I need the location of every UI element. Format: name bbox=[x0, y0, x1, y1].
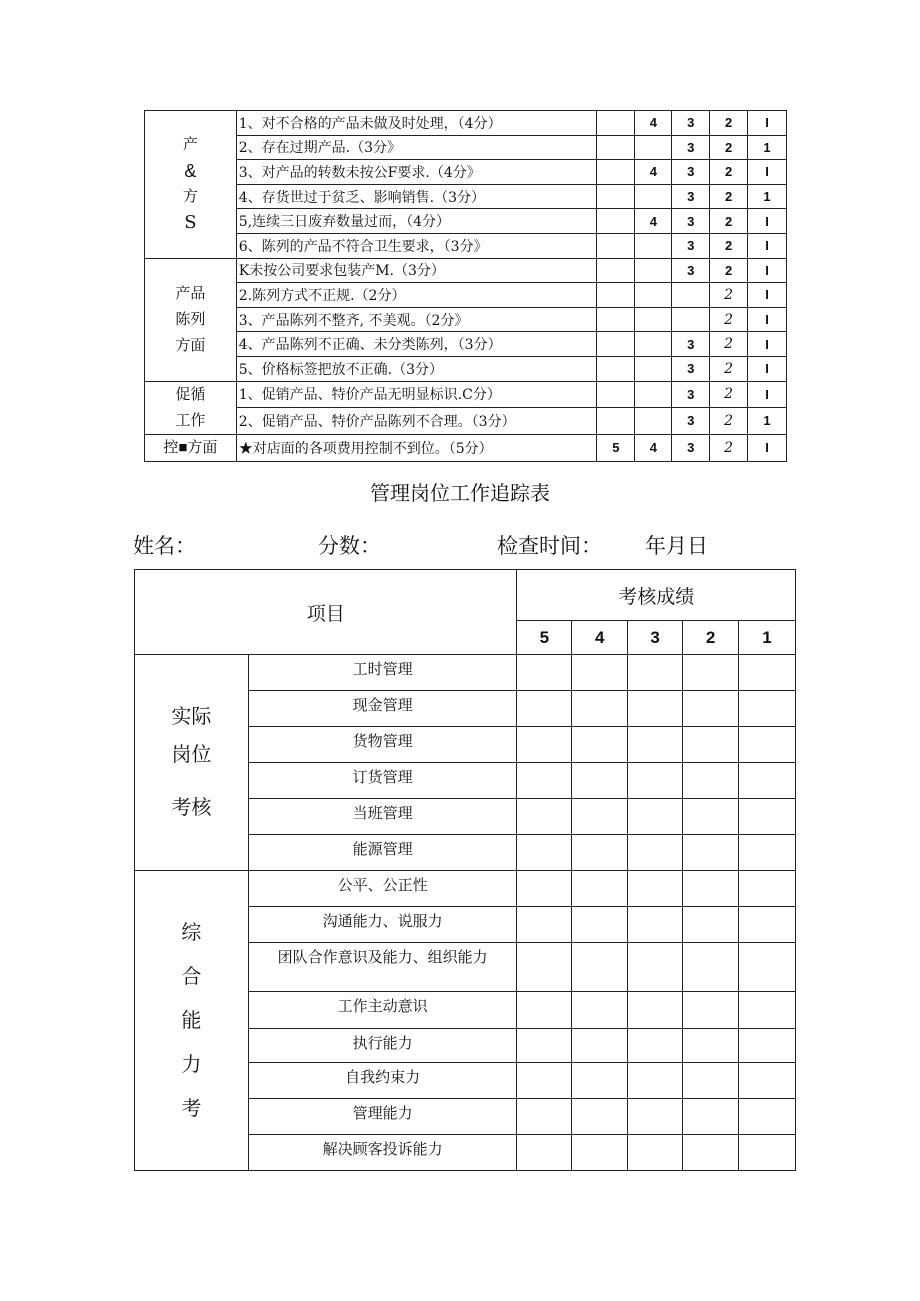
score-cell bbox=[597, 356, 635, 381]
eval-row bbox=[145, 356, 787, 381]
eval-row bbox=[145, 233, 787, 258]
category-label bbox=[145, 258, 237, 381]
tracking-item: 公平、公正性 bbox=[248, 871, 517, 907]
score-entry-cell[interactable] bbox=[628, 1099, 683, 1135]
score-cell: 3 bbox=[672, 408, 710, 435]
score-cell: 3 bbox=[672, 135, 710, 160]
category-label-line: 方面 bbox=[175, 336, 206, 354]
score-entry-cell[interactable] bbox=[683, 835, 739, 871]
score-entry-cell[interactable] bbox=[572, 907, 628, 943]
category-label bbox=[145, 111, 237, 259]
score-entry-cell[interactable] bbox=[517, 835, 572, 871]
score-cell bbox=[597, 135, 635, 160]
category-label-line: 工作 bbox=[175, 411, 206, 429]
group-label-line: 综 bbox=[181, 921, 202, 944]
score-cell: 2 bbox=[710, 356, 748, 381]
group-label bbox=[135, 655, 249, 871]
score-column-header: 5 bbox=[517, 621, 572, 655]
eval-item-text: 1、对不合格的产品未做及时处理，（4分） bbox=[236, 111, 597, 136]
score-cell bbox=[597, 381, 635, 408]
score-cell: 5 bbox=[597, 434, 635, 461]
group-label-line: 力 bbox=[181, 1053, 202, 1076]
score-cell: I bbox=[748, 332, 787, 357]
score-cell: 3 bbox=[672, 434, 710, 461]
eval-row bbox=[145, 332, 787, 357]
score-entry-cell[interactable] bbox=[572, 1063, 628, 1099]
tracking-row bbox=[135, 871, 796, 907]
score-cell: 2 bbox=[710, 283, 748, 308]
eval-item-text: 2.陈列方式不正规.（2分） bbox=[236, 283, 597, 308]
score-entry-cell[interactable] bbox=[739, 835, 796, 871]
score-entry-cell[interactable] bbox=[683, 1099, 739, 1135]
page-title: 管理岗位工作追踪表 bbox=[370, 483, 550, 505]
score-cell bbox=[597, 160, 635, 185]
name-label: 姓名： bbox=[133, 535, 196, 558]
score-cell bbox=[635, 408, 672, 435]
eval-row bbox=[145, 408, 787, 435]
tracking-row bbox=[135, 655, 796, 691]
score-entry-cell[interactable] bbox=[572, 1099, 628, 1135]
eval-row bbox=[145, 111, 787, 136]
score-cell bbox=[597, 233, 635, 258]
score-entry-cell[interactable] bbox=[739, 1063, 796, 1099]
score-cell: 4 bbox=[635, 160, 672, 185]
score-cell: I bbox=[748, 258, 787, 283]
score-entry-cell[interactable] bbox=[739, 1099, 796, 1135]
tracking-item: 团队合作意识及能力、组织能力 bbox=[248, 943, 517, 992]
score-cell: 1 bbox=[748, 135, 787, 160]
score-entry-cell[interactable] bbox=[517, 871, 572, 907]
score-cell bbox=[635, 258, 672, 283]
score-label: 分数： bbox=[318, 535, 381, 558]
score-entry-cell[interactable] bbox=[739, 727, 796, 763]
eval-row bbox=[145, 434, 787, 461]
score-entry-cell[interactable] bbox=[517, 907, 572, 943]
score-cell: 4 bbox=[635, 434, 672, 461]
score-cell: 3 bbox=[672, 381, 710, 408]
tracking-item: 货物管理 bbox=[248, 727, 517, 763]
score-entry-cell[interactable] bbox=[628, 907, 683, 943]
score-entry-cell[interactable] bbox=[517, 992, 572, 1029]
score-entry-cell[interactable] bbox=[739, 799, 796, 835]
score-cell bbox=[635, 356, 672, 381]
eval-row bbox=[145, 307, 787, 332]
score-cell bbox=[635, 283, 672, 308]
product-evaluation-table bbox=[144, 110, 787, 462]
score-cell: 2 bbox=[710, 160, 748, 185]
category-label-line: 陈列 bbox=[175, 310, 206, 328]
score-cell: 2 bbox=[710, 408, 748, 435]
score-cell: 2 bbox=[710, 233, 748, 258]
score-entry-cell[interactable] bbox=[683, 763, 739, 799]
score-cell: 2 bbox=[710, 434, 748, 461]
eval-row bbox=[145, 184, 787, 209]
tracking-item: 自我约束力 bbox=[248, 1063, 517, 1099]
score-entry-cell[interactable] bbox=[739, 907, 796, 943]
tracking-item: 沟通能力、说服力 bbox=[248, 907, 517, 943]
score-cell: 3 bbox=[672, 209, 710, 234]
score-entry-cell[interactable] bbox=[517, 1099, 572, 1135]
score-entry-cell[interactable] bbox=[517, 1063, 572, 1099]
score-cell bbox=[635, 381, 672, 408]
score-cell: 3 bbox=[672, 356, 710, 381]
eval-item-text: 6、陈列的产品不符合卫生要求，（3分》 bbox=[236, 233, 597, 258]
score-entry-cell[interactable] bbox=[572, 835, 628, 871]
score-entry-cell[interactable] bbox=[517, 1135, 572, 1171]
group-label-line: 合 bbox=[181, 965, 202, 988]
eval-row bbox=[145, 283, 787, 308]
score-entry-cell[interactable] bbox=[739, 655, 796, 691]
tracking-item: 解决顾客投诉能力 bbox=[248, 1135, 517, 1171]
eval-item-text: 1、促销产品、特价产品无明显标识.C分） bbox=[236, 381, 597, 408]
score-entry-cell[interactable] bbox=[683, 1063, 739, 1099]
category-label bbox=[145, 434, 237, 461]
score-cell: 2 bbox=[710, 184, 748, 209]
score-cell bbox=[635, 332, 672, 357]
score-cell: 3 bbox=[672, 184, 710, 209]
tracking-item: 订货管理 bbox=[248, 763, 517, 799]
score-cell: 3 bbox=[672, 111, 710, 136]
score-cell: 4 bbox=[635, 209, 672, 234]
category-label-line: 产品 bbox=[175, 284, 206, 302]
score-entry-cell[interactable] bbox=[739, 691, 796, 727]
eval-item-text: ★对店面的各项费用控制不到位。（5分） bbox=[236, 434, 597, 461]
score-cell: 2 bbox=[710, 381, 748, 408]
score-entry-cell[interactable] bbox=[628, 835, 683, 871]
tracking-item: 当班管理 bbox=[248, 799, 517, 835]
score-cell: I bbox=[748, 307, 787, 332]
score-entry-cell[interactable] bbox=[517, 943, 572, 992]
score-entry-cell[interactable] bbox=[628, 1029, 683, 1063]
category-label-line: 产 bbox=[182, 136, 198, 154]
score-entry-cell[interactable] bbox=[572, 871, 628, 907]
score-entry-cell[interactable] bbox=[572, 727, 628, 763]
score-cell: 2 bbox=[710, 209, 748, 234]
score-cell: I bbox=[748, 160, 787, 185]
score-entry-cell[interactable] bbox=[628, 799, 683, 835]
score-cell bbox=[635, 307, 672, 332]
group-label-line: 能 bbox=[181, 1009, 202, 1032]
eval-row bbox=[145, 209, 787, 234]
score-entry-cell[interactable] bbox=[683, 943, 739, 992]
group-label-line: 考核 bbox=[171, 797, 212, 819]
score-entry-cell[interactable] bbox=[572, 1029, 628, 1063]
score-entry-cell[interactable] bbox=[683, 1029, 739, 1063]
score-entry-cell[interactable] bbox=[739, 871, 796, 907]
category-label-line: S bbox=[184, 212, 197, 234]
eval-row bbox=[145, 381, 787, 408]
score-cell: I bbox=[748, 209, 787, 234]
score-entry-cell[interactable] bbox=[628, 1063, 683, 1099]
score-cell: 2 bbox=[710, 332, 748, 357]
eval-item-text: 4、产品陈列不正确、未分类陈列，（3分） bbox=[236, 332, 597, 357]
eval-row bbox=[145, 160, 787, 185]
score-entry-cell[interactable] bbox=[517, 1029, 572, 1063]
score-entry-cell[interactable] bbox=[572, 763, 628, 799]
tracking-item: 执行能力 bbox=[248, 1029, 517, 1063]
tracking-item: 管理能力 bbox=[248, 1099, 517, 1135]
category-label-line: & bbox=[184, 161, 197, 182]
score-entry-cell[interactable] bbox=[683, 992, 739, 1029]
score-cell bbox=[635, 135, 672, 160]
score-cell bbox=[635, 233, 672, 258]
tracking-item: 现金管理 bbox=[248, 691, 517, 727]
score-cell: I bbox=[748, 233, 787, 258]
score-entry-cell[interactable] bbox=[739, 763, 796, 799]
score-entry-cell[interactable] bbox=[739, 943, 796, 992]
score-entry-cell[interactable] bbox=[683, 691, 739, 727]
category-label-line: 控■方面 bbox=[163, 438, 218, 456]
group-label bbox=[135, 871, 249, 1171]
score-column-header: 3 bbox=[628, 621, 683, 655]
category-label-line: 方 bbox=[182, 188, 198, 206]
score-entry-cell[interactable] bbox=[628, 1135, 683, 1171]
score-entry-cell[interactable] bbox=[628, 992, 683, 1029]
score-entry-cell[interactable] bbox=[572, 799, 628, 835]
score-entry-cell[interactable] bbox=[517, 799, 572, 835]
tracking-item: 工时管理 bbox=[248, 655, 517, 691]
eval-item-text: 2、促销产品、特价产品陈列不合理。（3分） bbox=[236, 408, 597, 435]
score-column-header: 1 bbox=[739, 621, 796, 655]
category-label bbox=[145, 381, 237, 434]
score-entry-cell[interactable] bbox=[739, 992, 796, 1029]
score-cell: I bbox=[748, 381, 787, 408]
score-cell: 3 bbox=[672, 160, 710, 185]
score-cell: 2 bbox=[710, 111, 748, 136]
score-entry-cell[interactable] bbox=[628, 655, 683, 691]
group-label-line: 考 bbox=[181, 1097, 202, 1120]
eval-item-text: K未按公司要求包装产M.（3分） bbox=[236, 258, 597, 283]
score-entry-cell[interactable] bbox=[683, 1135, 739, 1171]
eval-item-text: 3、对产品的转数未按公F要求.（4分》 bbox=[236, 160, 597, 185]
score-cell: I bbox=[748, 283, 787, 308]
eval-item-text: 5,连续三日废弃数量过而，（4分） bbox=[236, 209, 597, 234]
eval-row bbox=[145, 258, 787, 283]
score-entry-cell[interactable] bbox=[683, 907, 739, 943]
score-cell: 1 bbox=[748, 184, 787, 209]
score-cell bbox=[672, 283, 710, 308]
score-cell: 2 bbox=[710, 258, 748, 283]
tracking-table bbox=[134, 569, 796, 1171]
score-cell bbox=[672, 307, 710, 332]
score-column-header: 2 bbox=[683, 621, 739, 655]
score-entry-cell[interactable] bbox=[683, 799, 739, 835]
score-entry-cell[interactable] bbox=[572, 691, 628, 727]
score-entry-cell[interactable] bbox=[517, 691, 572, 727]
score-cell: 2 bbox=[710, 307, 748, 332]
score-cell bbox=[597, 111, 635, 136]
score-entry-cell[interactable] bbox=[628, 727, 683, 763]
score-entry-cell[interactable] bbox=[517, 727, 572, 763]
score-column-header: 4 bbox=[572, 621, 628, 655]
score-entry-cell[interactable] bbox=[628, 943, 683, 992]
score-cell bbox=[597, 209, 635, 234]
score-entry-cell[interactable] bbox=[683, 871, 739, 907]
score-cell bbox=[597, 283, 635, 308]
tracking-item: 工作主动意识 bbox=[248, 992, 517, 1029]
score-cell bbox=[597, 307, 635, 332]
score-entry-cell[interactable] bbox=[739, 1135, 796, 1171]
group-label-line: 岗位 bbox=[171, 744, 212, 766]
score-cell bbox=[597, 258, 635, 283]
score-cell bbox=[597, 408, 635, 435]
eval-item-text: 3、产品陈列不整齐, 不美观。（2分》 bbox=[236, 307, 597, 332]
score-entry-cell[interactable] bbox=[628, 691, 683, 727]
eval-row bbox=[145, 135, 787, 160]
score-cell: 3 bbox=[672, 258, 710, 283]
date-label: 年月日 bbox=[645, 535, 708, 558]
score-cell: 1 bbox=[748, 408, 787, 435]
score-entry-cell[interactable] bbox=[572, 1135, 628, 1171]
score-cell bbox=[597, 332, 635, 357]
score-entry-cell[interactable] bbox=[628, 871, 683, 907]
eval-item-text: 5、价格标签把放不正确.（3分） bbox=[236, 356, 597, 381]
score-cell: I bbox=[748, 111, 787, 136]
score-cell: 2 bbox=[710, 135, 748, 160]
score-cell: 4 bbox=[635, 111, 672, 136]
score-cell: I bbox=[748, 434, 787, 461]
score-entry-cell[interactable] bbox=[572, 943, 628, 992]
score-cell: I bbox=[748, 356, 787, 381]
check-time-label: 检查时间： bbox=[497, 535, 602, 558]
score-header: 考核成绩 bbox=[517, 570, 796, 621]
tracking-item: 能源管理 bbox=[248, 835, 517, 871]
item-header: 项目 bbox=[135, 570, 517, 655]
score-entry-cell[interactable] bbox=[683, 655, 739, 691]
score-entry-cell[interactable] bbox=[517, 763, 572, 799]
score-cell: 3 bbox=[672, 332, 710, 357]
score-entry-cell[interactable] bbox=[683, 727, 739, 763]
score-entry-cell[interactable] bbox=[517, 655, 572, 691]
category-label-line: 促循 bbox=[175, 385, 206, 403]
score-entry-cell[interactable] bbox=[628, 763, 683, 799]
score-entry-cell[interactable] bbox=[572, 992, 628, 1029]
group-label-line: 实际 bbox=[171, 706, 212, 728]
score-cell: 3 bbox=[672, 233, 710, 258]
score-entry-cell[interactable] bbox=[572, 655, 628, 691]
eval-item-text: 4、存货世过于贫乏、影响销售.（3分） bbox=[236, 184, 597, 209]
score-entry-cell[interactable] bbox=[739, 1029, 796, 1063]
eval-item-text: 2、存在过期产品.（3分》 bbox=[236, 135, 597, 160]
score-cell bbox=[635, 184, 672, 209]
score-cell bbox=[597, 184, 635, 209]
